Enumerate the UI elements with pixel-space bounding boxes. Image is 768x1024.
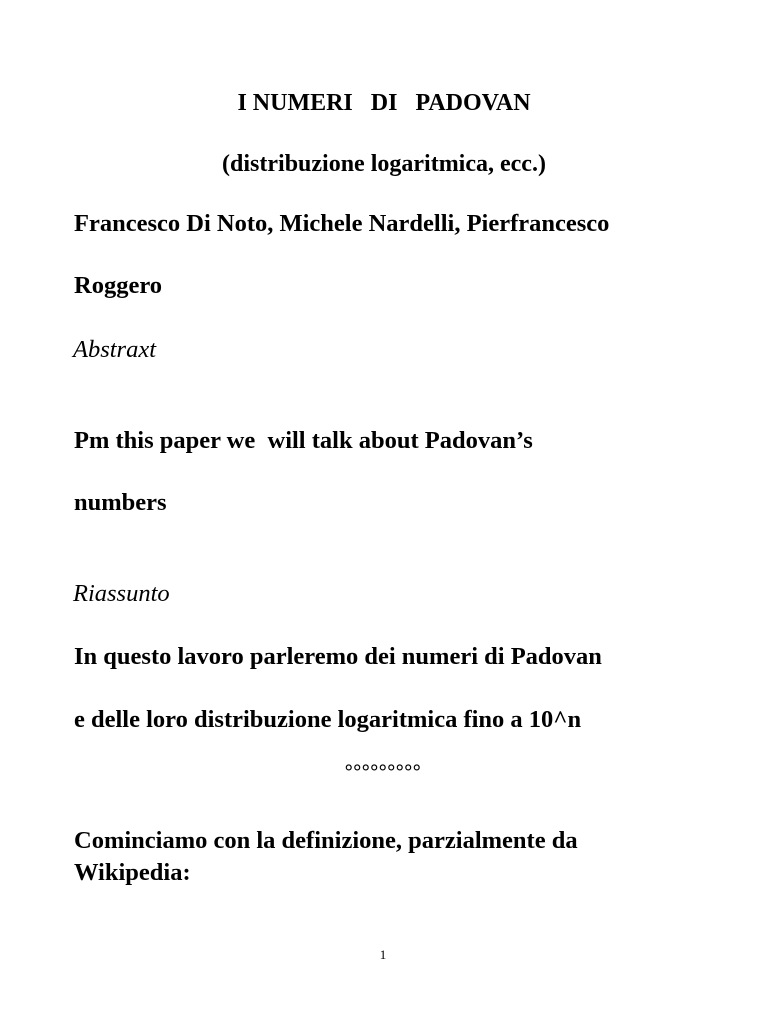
authors-line: Francesco Di Noto, Michele Nardelli, Pierfrancesco	[74, 210, 610, 237]
riassunto-text-line: In questo lavoro parleremo dei numeri di Padovan	[74, 643, 602, 670]
riassunto-text-line-continued: e delle loro distribuzione logaritmica fino a 10^n	[74, 706, 582, 733]
authors-line-continued: Roggero	[74, 272, 162, 299]
page-number: 1	[379, 947, 387, 962]
abstract-text-line-continued: numbers	[74, 489, 167, 516]
intro-text-line-continued: Wikipedia:	[74, 859, 191, 886]
abstract-text-line: Pm this paper we will talk about Padovan’s	[74, 427, 533, 454]
abstract-heading: Abstraxt	[73, 336, 157, 363]
document-title: I NUMERI DI PADOVAN	[237, 90, 531, 116]
riassunto-heading: Riassunto	[73, 580, 170, 607]
section-separator: °°°°°°°°°	[344, 761, 422, 783]
intro-text-line: Cominciamo con la definizione, parzialmente da	[74, 827, 578, 854]
document-subtitle: (distribuzione logaritmica, ecc.)	[222, 151, 546, 177]
